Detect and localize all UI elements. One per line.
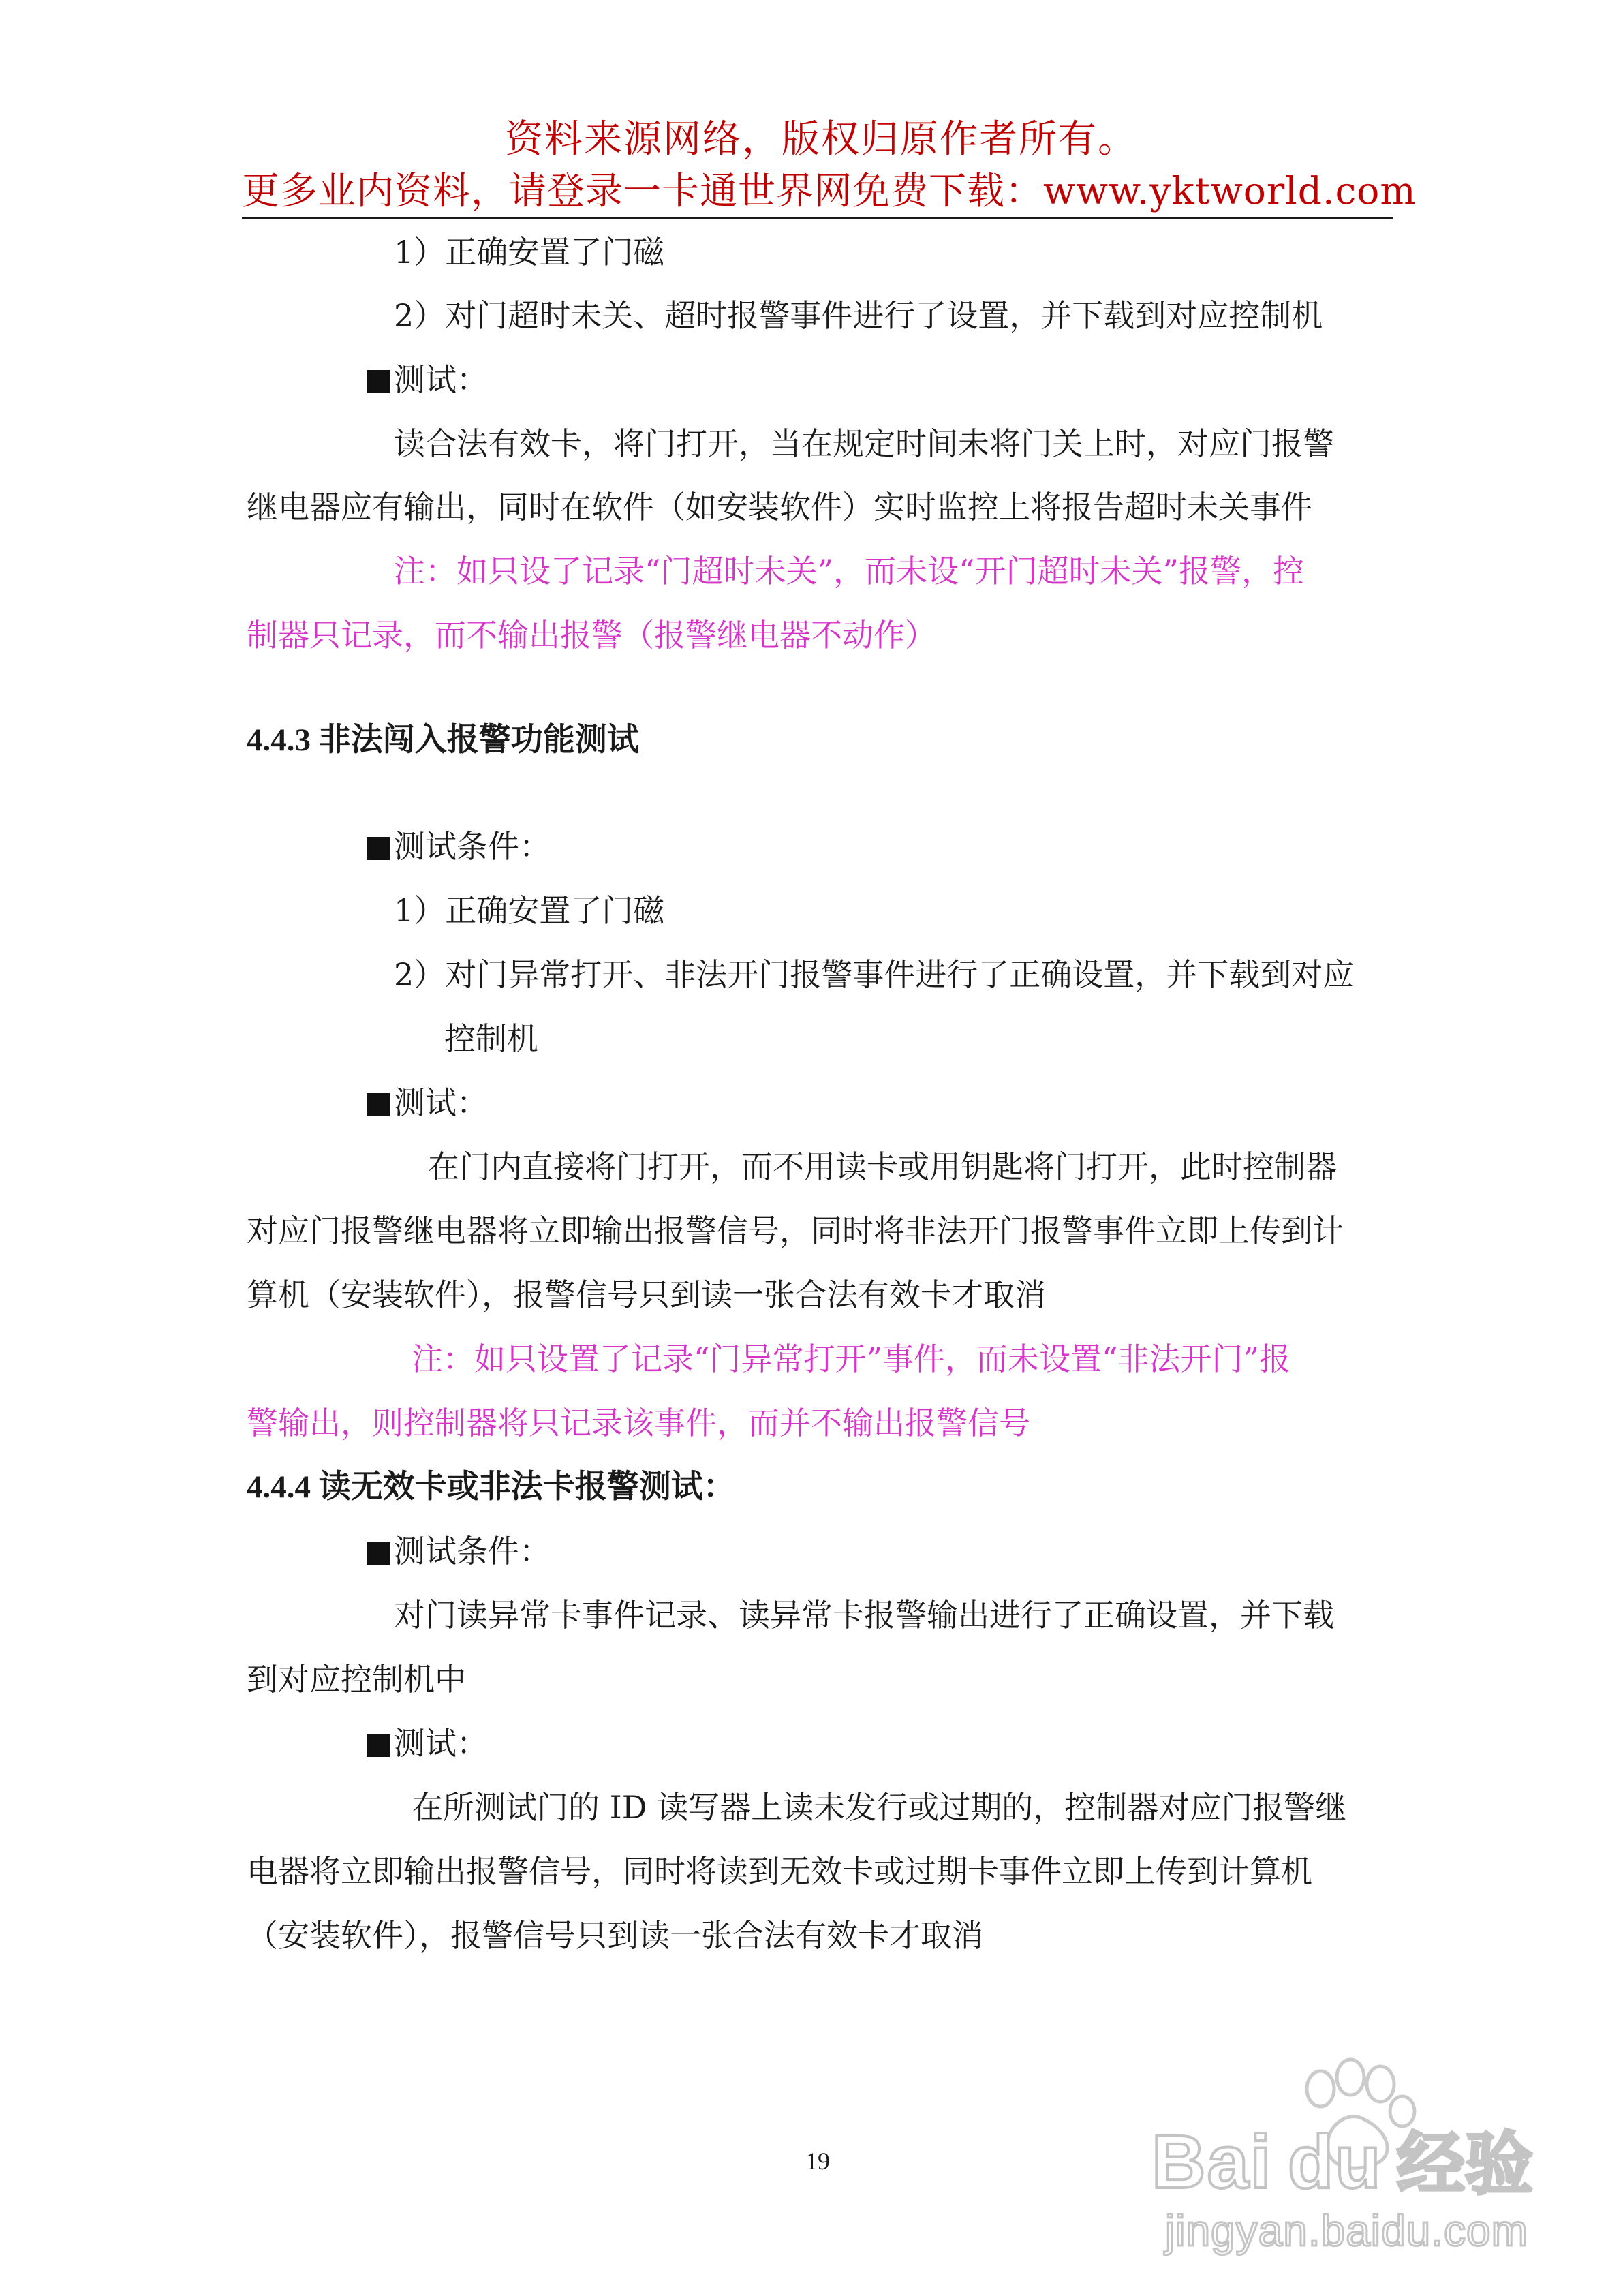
prev-note-line-2: 制器只记录，而不输出报警（报警继电器不动作） bbox=[247, 617, 936, 654]
s443-note-line-2: 警输出，则控制器将只记录该事件，而并不输出报警信号 bbox=[247, 1405, 1030, 1441]
prev-condition-2: 2）对门超时未关、超时报警事件进行了设置，并下载到对应控制机 bbox=[394, 297, 1323, 334]
s444-condition-line-1: 对门读异常卡事件记录、读异常卡报警输出进行了正确设置，并下载 bbox=[394, 1597, 1334, 1634]
baidu-jingyan-watermark bbox=[1151, 2051, 1588, 2263]
square-bullet-icon bbox=[367, 370, 390, 393]
svg-text:du: du bbox=[1288, 2120, 1382, 2204]
s444-test-line-2: 电器将立即输出报警信号，同时将读到无效卡或过期卡事件立即上传到计算机 bbox=[247, 1853, 1312, 1890]
s444-condition-line-2: 到对应控制机中 bbox=[247, 1661, 466, 1698]
header-line-1: 资料来源网络，版权归原作者所有。 bbox=[505, 117, 1137, 162]
section-heading-4-4-4: 4.4.4 读无效卡或非法卡报警测试： bbox=[247, 1469, 735, 1505]
s444-test-label-text: 测试： bbox=[394, 1725, 488, 1762]
header-line-2: 更多业内资料，请登录一卡通世界网免费下载：www.yktworld.com bbox=[242, 169, 1417, 213]
svg-text:jingyan.baidu.com: jingyan.baidu.com bbox=[1165, 2206, 1528, 2255]
s443-condition-1: 1）正确安置了门磁 bbox=[394, 892, 665, 929]
prev-note-line-1: 注：如只设了记录“门超时未关”，而未设“开门超时未关”报警，控 bbox=[394, 553, 1305, 590]
prev-test-label-text: 测试： bbox=[394, 361, 488, 398]
square-bullet-icon bbox=[367, 1734, 390, 1757]
s444-condition-label-text: 测试条件： bbox=[394, 1533, 551, 1570]
s443-condition-2b: 控制机 bbox=[444, 1020, 538, 1057]
svg-text:经验: 经验 bbox=[1397, 2126, 1533, 2203]
page-header bbox=[242, 114, 1417, 217]
s443-condition-label bbox=[367, 826, 551, 867]
s443-test-line-1: 在门内直接将门打开，而不用读卡或用钥匙将门打开，此时控制器 bbox=[428, 1148, 1337, 1185]
prev-test-label bbox=[367, 359, 488, 400]
svg-text:Bai: Bai bbox=[1151, 2120, 1273, 2204]
s443-test-label bbox=[367, 1082, 488, 1123]
prev-test-line-1: 读合法有效卡，将门打开，当在规定时间未将门关上时，对应门报警 bbox=[394, 425, 1334, 462]
prev-condition-1: 1）正确安置了门磁 bbox=[394, 234, 665, 271]
s444-test-line-1: 在所测试门的 ID 读写器上读未发行或过期的，控制器对应门报警继 bbox=[412, 1789, 1347, 1826]
square-bullet-icon bbox=[367, 1542, 390, 1565]
s443-test-line-3: 算机（安装软件），报警信号只到读一张合法有效卡才取消 bbox=[247, 1276, 1046, 1313]
page-number: 19 bbox=[805, 2147, 830, 2175]
s444-test-label bbox=[367, 1723, 488, 1764]
baidu-paw-icon bbox=[1151, 2051, 1588, 2263]
s443-condition-2a: 2）对门异常打开、非法开门报警事件进行了正确设置，并下载到对应 bbox=[394, 956, 1355, 993]
s443-condition-label-text: 测试条件： bbox=[394, 828, 551, 865]
s444-test-line-3: （安装软件），报警信号只到读一张合法有效卡才取消 bbox=[247, 1917, 983, 1954]
s443-note-line-1: 注：如只设置了记录“门异常打开”事件，而未设置“非法开门”报 bbox=[412, 1341, 1291, 1377]
header-divider bbox=[242, 217, 1393, 219]
square-bullet-icon bbox=[367, 1093, 390, 1116]
s443-test-label-text: 测试： bbox=[394, 1084, 488, 1121]
section-heading-4-4-3: 4.4.3 非法闯入报警功能测试 bbox=[247, 722, 639, 758]
prev-test-line-2: 继电器应有输出，同时在软件（如安装软件）实时监控上将报告超时未关事件 bbox=[247, 489, 1312, 525]
s443-test-line-2: 对应门报警继电器将立即输出报警信号，同时将非法开门报警事件立即上传到计 bbox=[247, 1212, 1344, 1249]
s444-condition-label bbox=[367, 1531, 551, 1572]
square-bullet-icon bbox=[367, 837, 390, 860]
